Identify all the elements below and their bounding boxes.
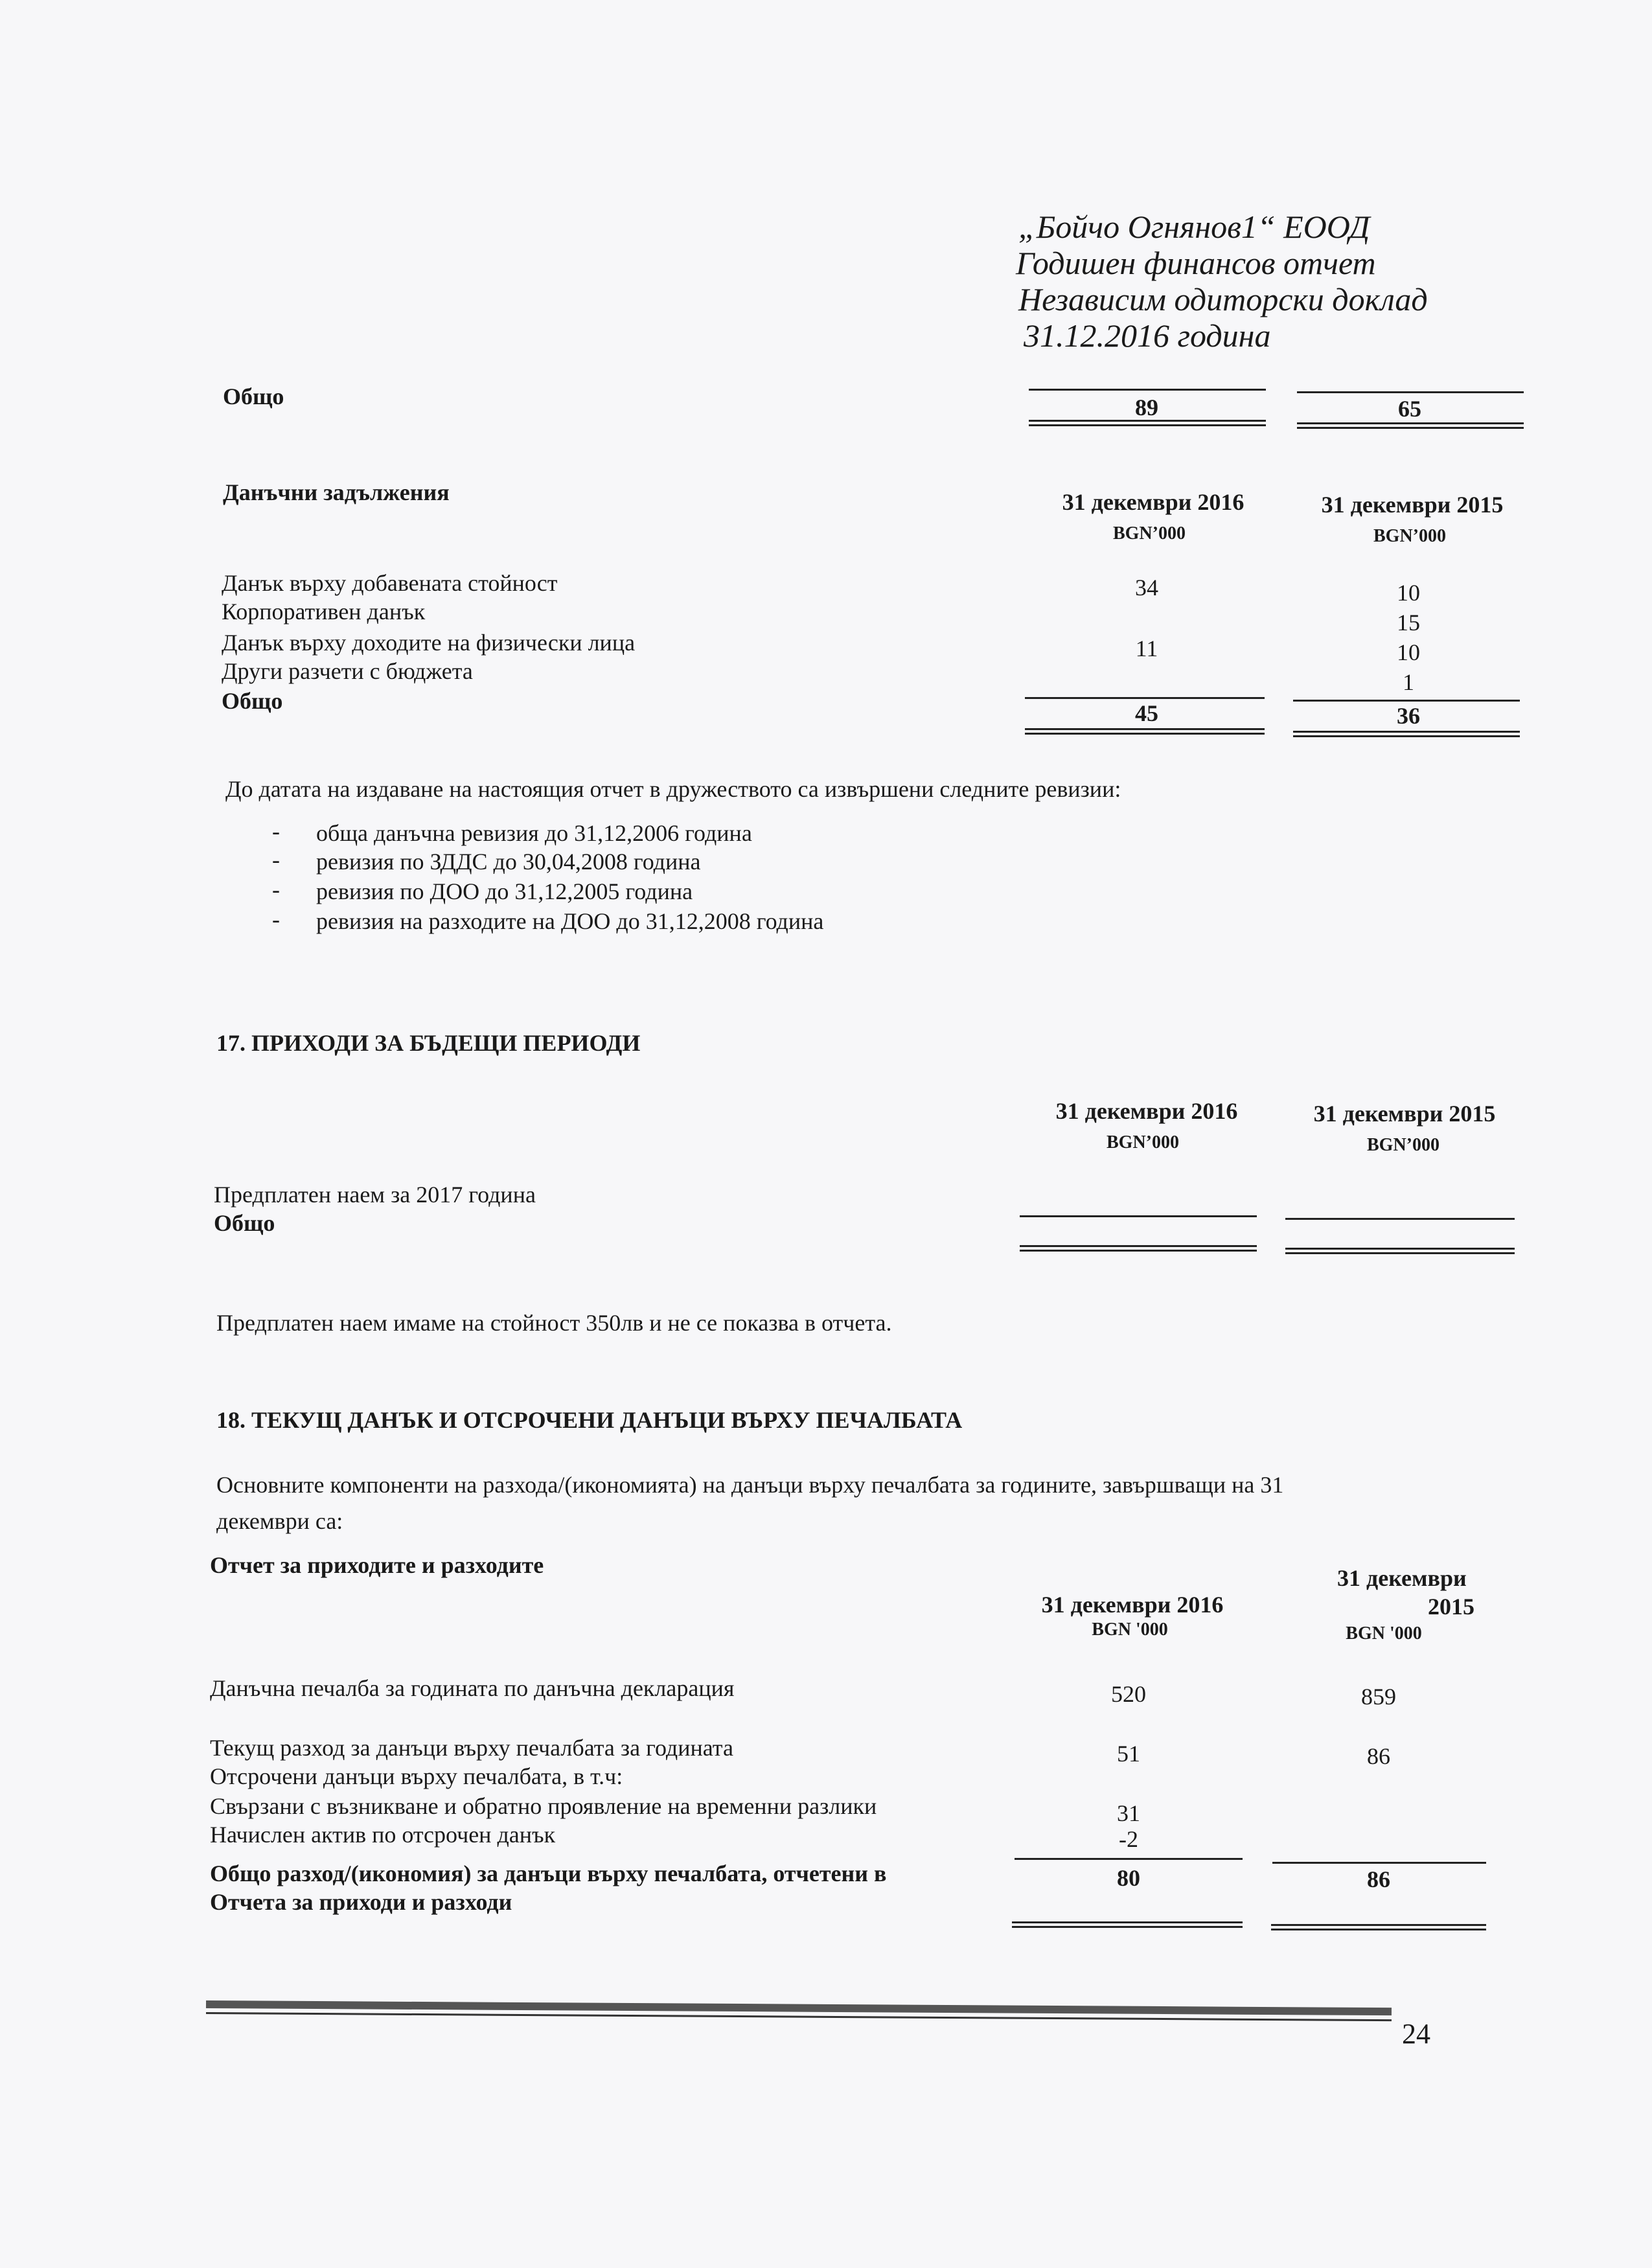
bullet: -: [272, 847, 280, 873]
rule: [1020, 1215, 1257, 1217]
row-label: Предплатен наем за 2017 година: [214, 1182, 536, 1208]
revision-item: обща данъчна ревизия до 31,12,2006 година: [316, 820, 752, 846]
total-label: Общо разход/(икономия) за данъци върху печалбата, отчетени в: [210, 1861, 887, 1886]
value-2016: 520: [1111, 1681, 1146, 1707]
value-2015: 10: [1397, 639, 1420, 665]
total-2015: 36: [1397, 703, 1420, 729]
row-label: Данък върху доходите на физически лица: [222, 630, 636, 656]
rule: [1293, 700, 1520, 702]
unit-2015: BGN’000: [1373, 526, 1446, 546]
total-label: Общо: [214, 1210, 275, 1236]
audit-title: Независим одиторски доклад: [1018, 281, 1428, 317]
section-18-intro: Основните компоненти на разхода/(икономията) на данъци върху печалбата за годините, завършващи на 31: [216, 1472, 1284, 1498]
value-2016: 51: [1117, 1741, 1140, 1767]
double-rule: [1271, 1924, 1486, 1930]
tax-liabilities-title: Данъчни задължения: [223, 479, 450, 505]
value-2015: 1: [1403, 669, 1414, 695]
row-label: Отсрочени данъци върху печалбата, в т.ч:: [210, 1763, 623, 1789]
col-header-2016: 31 декември 2016: [1041, 1592, 1224, 1618]
unit-2015: BGN '000: [1346, 1623, 1422, 1644]
rule: [1015, 1858, 1243, 1860]
total-2015: 86: [1367, 1866, 1390, 1892]
total-2016: 80: [1117, 1865, 1140, 1891]
report-title: Годишен финансов отчет: [1016, 245, 1376, 281]
double-rule: [1012, 1921, 1243, 1928]
row-label: Свързани с възникване и обратно проявление на временни разлики: [210, 1793, 877, 1819]
report-date: 31.12.2016 година: [1024, 317, 1271, 354]
col-header-2015-line2: 2015: [1428, 1594, 1474, 1620]
rule: [1029, 389, 1266, 391]
unit-2016: BGN’000: [1107, 1132, 1179, 1152]
page-number: 24: [1402, 2018, 1430, 2050]
revision-item: ревизия по ДОО до 31,12,2005 година: [316, 878, 693, 904]
rule: [1285, 1218, 1515, 1220]
revision-item: ревизия по ЗДДС до 30,04,2008 година: [316, 849, 701, 875]
value-2016: -2: [1119, 1826, 1138, 1852]
col-header-2015: 31 декември 2015: [1313, 1101, 1496, 1127]
bullet: -: [272, 876, 280, 902]
col-header-2016: 31 декември 2016: [1055, 1098, 1238, 1124]
total-label: Общо: [222, 688, 283, 714]
section-18-title: 18. ТЕКУЩ ДАНЪК И ОТСРОЧЕНИ ДАНЪЦИ ВЪРХУ ПЕЧАЛБАТА: [216, 1407, 963, 1433]
value-2015: 86: [1367, 1743, 1390, 1769]
section-17-title: 17. ПРИХОДИ ЗА БЪДЕЩИ ПЕРИОДИ: [216, 1030, 641, 1056]
rule: [1025, 697, 1265, 699]
table-title: Отчет за приходите и разходите: [210, 1552, 544, 1578]
value-2015: 15: [1397, 610, 1420, 636]
value-2016: 34: [1135, 575, 1158, 601]
unit-2016: BGN’000: [1113, 523, 1186, 544]
value-2016: 31: [1117, 1800, 1140, 1826]
prev-total-2015: 65: [1398, 396, 1421, 422]
row-label: Начислен актив по отсрочен данък: [210, 1822, 556, 1848]
double-rule: [1285, 1248, 1515, 1254]
col-header-2015-line1: 31 декември: [1337, 1565, 1467, 1591]
value-2015: 859: [1361, 1684, 1396, 1710]
bullet: -: [272, 818, 280, 844]
value-2015: 10: [1397, 580, 1420, 606]
prev-total-2016: 89: [1135, 395, 1158, 420]
row-label: Текущ разход за данъци върху печалбата за годината: [210, 1735, 733, 1761]
rule: [1297, 391, 1524, 393]
company-name: „Бойчо Огнянов1“ ЕООД: [1018, 209, 1370, 245]
prev-total-label: Общо: [223, 384, 284, 409]
value-2016: 11: [1135, 636, 1158, 661]
bullet: -: [272, 906, 280, 932]
double-rule: [1020, 1245, 1257, 1252]
double-rule: [1297, 422, 1524, 429]
row-label: Други разчети с бюджета: [222, 658, 473, 684]
col-header-2016: 31 декември 2016: [1062, 489, 1245, 515]
rule: [1272, 1862, 1486, 1864]
section-17-note: Предплатен наем имаме на стойност 350лв и не се показва в отчета.: [216, 1310, 892, 1336]
unit-2015: BGN’000: [1367, 1135, 1440, 1155]
unit-2016: BGN '000: [1092, 1620, 1168, 1640]
total-label-cont: Отчета за приходи и разходи: [210, 1889, 512, 1915]
total-2016: 45: [1135, 700, 1158, 726]
row-label: Данъчна печалба за годината по данъчна декларация: [210, 1675, 735, 1701]
col-header-2015: 31 декември 2015: [1321, 492, 1504, 518]
double-rule: [1025, 728, 1265, 735]
double-rule: [1293, 731, 1520, 737]
revision-item: ревизия на разходите на ДОО до 31,12,2008 година: [316, 908, 824, 934]
double-rule: [1029, 420, 1266, 426]
section-18-intro-cont: декември са:: [216, 1508, 343, 1534]
row-label: Данък върху добавената стойност: [222, 570, 558, 596]
row-label: Корпоративен данък: [222, 599, 426, 624]
revisions-intro: До датата на издаване на настоящия отчет в дружеството са извършени следните ревизии:: [225, 776, 1121, 802]
